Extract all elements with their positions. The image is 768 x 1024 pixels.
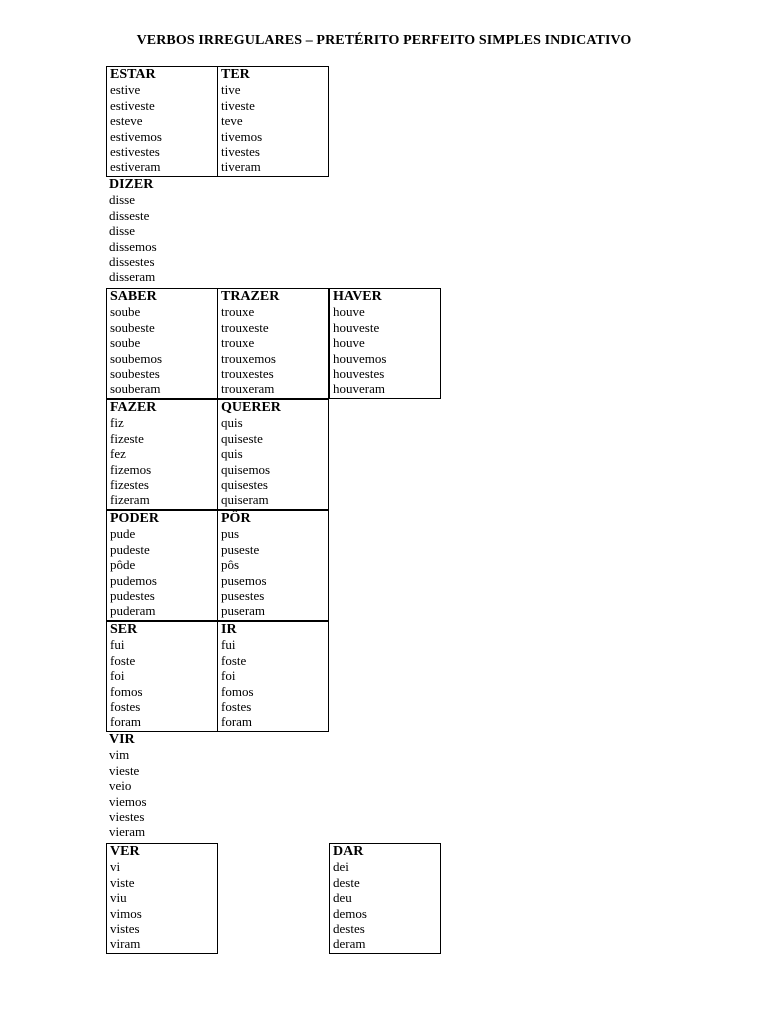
conjugation-form: estive: [110, 82, 141, 98]
conjugation-form: souberam: [110, 381, 161, 397]
conjugation-form: disse: [109, 192, 135, 208]
conjugation-form: fomos: [221, 683, 254, 699]
verb-name: TRAZER: [221, 289, 280, 304]
conjugation-form: fizestes: [110, 476, 149, 492]
verb-name: SABER: [110, 289, 157, 304]
conjugation-form: puderam: [110, 603, 156, 619]
conjugation-form: quisemos: [221, 461, 271, 477]
verb-name: DIZER: [109, 177, 154, 192]
verb-name: PÔR: [221, 511, 251, 526]
verb-name: PODER: [110, 511, 159, 526]
conjugation-form: dissestes: [109, 253, 155, 269]
conjugation-form: viram: [110, 936, 141, 952]
conjugation-form: vieram: [109, 824, 146, 840]
conjugation-form: tivemos: [221, 128, 263, 144]
conjugation-form: pôs: [221, 557, 240, 573]
conjugation-form: pudeste: [110, 541, 150, 557]
conjugation-form: tivestes: [221, 143, 260, 159]
verb-name: ESTAR: [110, 67, 156, 82]
conjugation-form: foi: [110, 668, 125, 684]
conjugation-form: foi: [221, 668, 236, 684]
verb-block-vir: [106, 732, 218, 843]
verb-block-ver: [106, 843, 218, 954]
conjugation-form: vim: [109, 747, 130, 763]
verb-block-dar: [329, 843, 441, 954]
conjugation-form: soubestes: [110, 365, 160, 381]
conjugation-form: fostes: [110, 698, 141, 714]
conjugation-form: viestes: [109, 808, 145, 824]
conjugation-form: foram: [221, 714, 253, 730]
conjugation-form: estivestes: [110, 143, 160, 159]
conjugation-form: pusestes: [221, 587, 265, 603]
conjugation-form: tive: [221, 82, 241, 98]
conjugation-form: soube: [110, 304, 141, 320]
conjugation-form: estivemos: [110, 128, 162, 144]
verb-block-estar: [106, 66, 218, 177]
conjugation-form: puseram: [221, 603, 266, 619]
verb-block-ter: [217, 66, 329, 177]
conjugation-form: trouxestes: [221, 365, 274, 381]
conjugation-form: fizeram: [110, 492, 150, 508]
conjugation-form: pudemos: [110, 572, 157, 588]
conjugation-form: fiz: [110, 415, 124, 431]
conjugation-form: quisestes: [221, 476, 268, 492]
verb-block-trazer: [217, 288, 329, 399]
conjugation-form: houve: [333, 335, 365, 351]
conjugation-form: disseste: [109, 207, 150, 223]
conjugation-form: destes: [333, 920, 365, 936]
conjugation-form: estiveram: [110, 159, 161, 175]
conjugation-form: fui: [110, 637, 125, 653]
conjugation-form: veio: [109, 778, 132, 794]
conjugation-form: pusemos: [221, 572, 267, 588]
conjugation-form: pus: [221, 526, 240, 542]
conjugation-form: fomos: [110, 683, 143, 699]
conjugation-form: quis: [221, 415, 243, 431]
conjugation-form: fez: [110, 446, 126, 462]
conjugation-form: vi: [110, 859, 121, 875]
conjugation-form: fizeste: [110, 430, 144, 446]
page-title: VERBOS IRREGULARES – PRETÉRITO PERFEITO SIMPLES INDICATIVO: [136, 33, 632, 48]
conjugation-form: disse: [109, 223, 135, 239]
conjugation-form: tiveste: [221, 97, 255, 113]
conjugation-form: trouxe: [221, 335, 255, 351]
conjugation-form: soube: [110, 335, 141, 351]
conjugation-form: trouxeste: [221, 319, 269, 335]
conjugation-form: disseram: [109, 269, 156, 285]
verb-name: IR: [221, 622, 237, 637]
conjugation-form: vistes: [110, 920, 140, 936]
conjugation-form: fostes: [221, 698, 252, 714]
conjugation-form: dissemos: [109, 238, 157, 254]
conjugation-form: foste: [110, 652, 136, 668]
conjugation-form: houveram: [333, 381, 385, 397]
conjugation-form: quis: [221, 446, 243, 462]
conjugation-form: demos: [333, 905, 367, 921]
verb-name: VER: [110, 844, 140, 859]
conjugation-form: trouxemos: [221, 350, 276, 366]
verb-block-fazer: [106, 399, 218, 510]
conjugation-form: viste: [110, 874, 135, 890]
conjugation-form: puseste: [221, 541, 260, 557]
conjugation-form: viu: [110, 890, 127, 906]
verb-block-ir: [217, 621, 329, 732]
conjugation-form: deste: [333, 874, 360, 890]
conjugation-form: houvestes: [333, 365, 385, 381]
verb-name: DAR: [333, 844, 364, 859]
verb-name: SER: [110, 622, 138, 637]
conjugation-form: pudestes: [110, 587, 155, 603]
verb-name: TER: [221, 67, 250, 82]
verb-block-poder: [106, 510, 218, 621]
conjugation-form: quiseste: [221, 430, 263, 446]
verb-block-ser: [106, 621, 218, 732]
conjugation-form: soubeste: [110, 319, 155, 335]
conjugation-form: fizemos: [110, 461, 152, 477]
conjugation-form: tiveram: [221, 159, 261, 175]
verb-block-saber: [106, 288, 218, 399]
conjugation-form: fui: [221, 637, 236, 653]
conjugation-form: vieste: [109, 762, 140, 778]
conjugation-form: vimos: [110, 905, 142, 921]
conjugation-form: pôde: [110, 557, 136, 573]
verb-block-haver: [329, 288, 441, 399]
verb-block-pôr: [217, 510, 329, 621]
conjugation-form: dei: [333, 859, 349, 875]
verb-block-dizer: [106, 177, 218, 288]
verb-name: HAVER: [333, 289, 382, 304]
verb-name: VIR: [109, 732, 135, 747]
conjugation-form: deram: [333, 936, 366, 952]
conjugation-form: houveste: [333, 319, 380, 335]
conjugation-form: trouxe: [221, 304, 255, 320]
conjugation-form: houve: [333, 304, 365, 320]
verb-name: FAZER: [110, 400, 157, 415]
verb-name: QUERER: [221, 400, 281, 415]
conjugation-form: estiveste: [110, 97, 155, 113]
conjugation-form: houvemos: [333, 350, 387, 366]
conjugation-form: trouxeram: [221, 381, 275, 397]
verb-block-querer: [217, 399, 329, 510]
conjugation-form: deu: [333, 890, 352, 906]
conjugation-form: soubemos: [110, 350, 162, 366]
conjugation-form: foste: [221, 652, 247, 668]
conjugation-form: quiseram: [221, 492, 269, 508]
conjugation-form: viemos: [109, 793, 147, 809]
conjugation-form: teve: [221, 113, 243, 129]
conjugation-form: pude: [110, 526, 136, 542]
conjugation-form: esteve: [110, 113, 143, 129]
conjugation-form: foram: [110, 714, 142, 730]
